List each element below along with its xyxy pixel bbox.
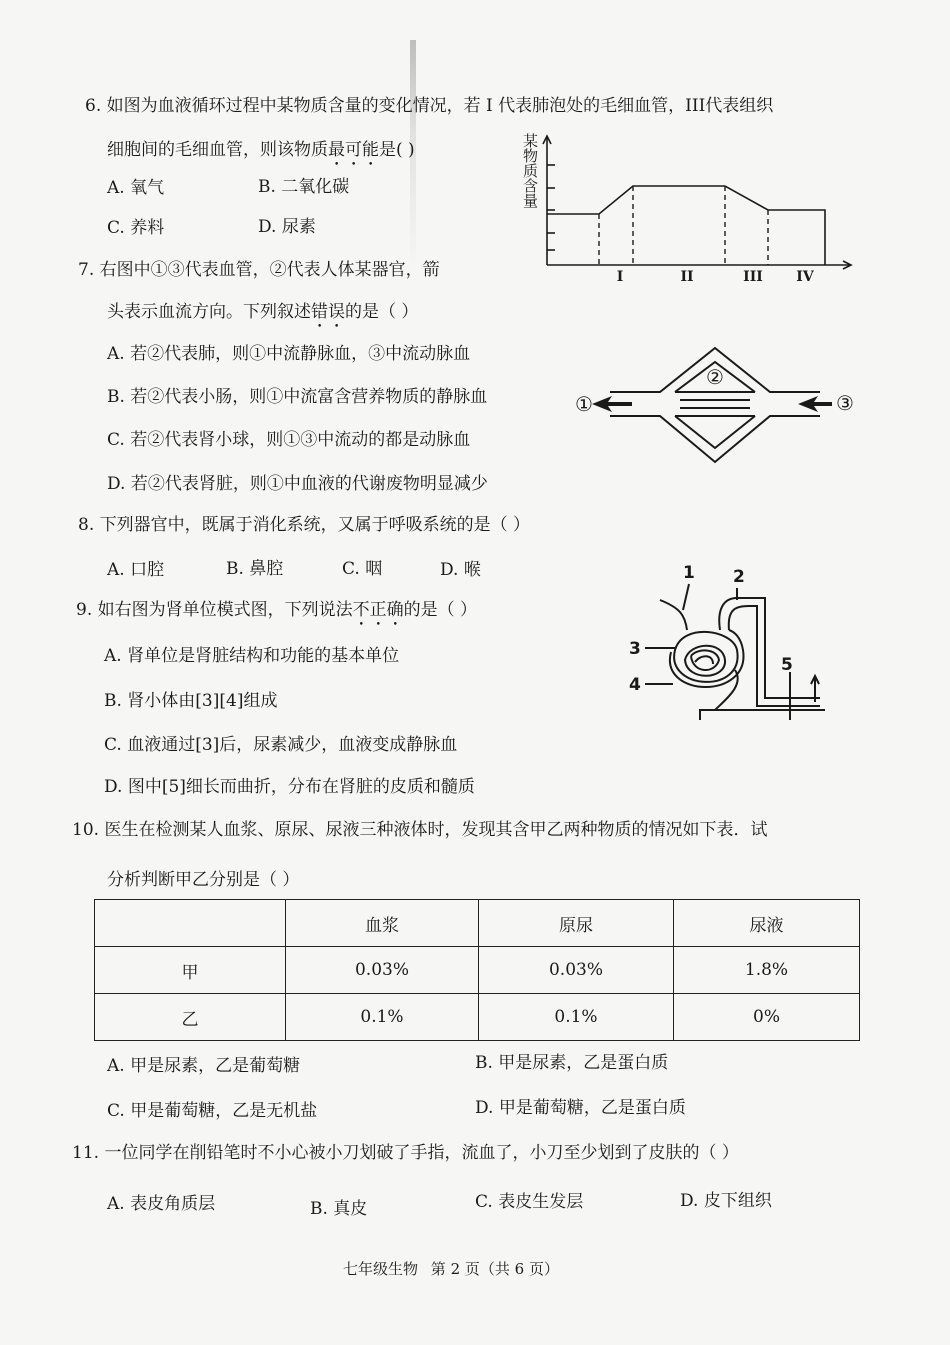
q6-label-ii: II — [680, 269, 694, 285]
q10-option-b: B. 甲是尿素，乙是蛋白质 — [475, 1053, 669, 1073]
q7-organ-vessel-figure — [570, 340, 860, 470]
q9-emphasis: 不正确 — [352, 600, 404, 620]
table-cell: 0.03% — [479, 947, 674, 994]
q9-stem-part: 9. 如右图为肾单位模式图，下列说法 — [76, 600, 353, 620]
q11-option-b: B. 真皮 — [310, 1199, 368, 1219]
q6-option-d: D. 尿素 — [258, 217, 316, 237]
q8-stem: 8. 下列器官中，既属于消化系统，又属于呼吸系统的是（ ） — [78, 515, 531, 535]
q10-stem-line1: 10. 医生在检测某人血浆、原尿、尿液三种液体时，发现其含甲乙两种物质的情况如下表．试 — [72, 820, 768, 840]
q7-option-c: C. 若②代表肾小球，则①③中流动的都是动脉血 — [107, 430, 471, 450]
q6-label-iv: IV — [796, 269, 814, 285]
q9-afferent-arteriole — [660, 600, 687, 630]
table-header-row — [95, 900, 860, 947]
q11-option-a: A. 表皮角质层 — [107, 1194, 216, 1214]
q9-option-d: D. 图中[5]细长而曲折，分布在肾脏的皮质和髓质 — [104, 777, 475, 797]
q6-bracket: 是( ) — [379, 140, 415, 160]
table-cell: 乙 — [95, 994, 286, 1041]
q6-ylabel-char: 量 — [523, 192, 539, 210]
q8-option-d: D. 喉 — [440, 560, 481, 580]
table-header-cell — [95, 900, 286, 947]
q10-option-c: C. 甲是葡萄糖，乙是无机盐 — [107, 1101, 318, 1121]
q6-option-a: A. 氧气 — [107, 178, 165, 198]
q6-option-c: C. 养料 — [107, 218, 165, 238]
table-cell: 0% — [674, 994, 860, 1041]
table-header-cell: 原尿 — [479, 900, 674, 947]
q7-label-2: ② — [706, 365, 724, 389]
table-cell: 0.1% — [479, 994, 674, 1041]
q7-bracket: 的是（ ） — [345, 302, 419, 322]
q9-label-5: 5 — [781, 655, 793, 675]
q9-option-c: C. 血液通过[3]后，尿素减少，血液变成静脉血 — [104, 735, 458, 755]
q6-stem-line2 — [107, 140, 415, 170]
table-cell: 0.03% — [286, 947, 479, 994]
q9-label-2: 2 — [733, 567, 745, 587]
q9-bracket: 的是（ ） — [403, 600, 478, 620]
q6-substance-figure — [515, 130, 860, 285]
q9-option-b: B. 肾小体由[3][4]组成 — [104, 691, 278, 711]
q6-label-iii: III — [743, 269, 763, 285]
q7-stem-part: 头表示血流方向。下列叙述 — [107, 302, 311, 322]
q9-option-a: A. 肾单位是肾脏结构和功能的基本单位 — [104, 646, 400, 666]
q7-option-b: B. 若②代表小肠，则①中流富含营养物质的静脉血 — [107, 387, 488, 407]
q6-label-i: I — [616, 269, 624, 285]
q7-right-arrow-icon — [798, 396, 832, 412]
q6-stem-line1: 6. 如图为血液循环过程中某物质含量的变化情况，若 I 代表肺泡处的毛细血管，III代表组织 — [85, 96, 774, 116]
q10-data-table — [94, 899, 860, 1041]
q7-stem-line1: 7. 右图中①③代表血管，②代表人体某器官，箭 — [78, 260, 440, 280]
q6-emphasis: 最可能 — [328, 140, 379, 160]
table-cell: 1.8% — [674, 947, 860, 994]
table-header-cell: 尿液 — [674, 900, 860, 947]
table-cell: 甲 — [95, 947, 286, 994]
q11-option-d: D. 皮下组织 — [680, 1191, 772, 1211]
q11-stem: 11. 一位同学在削铅笔时不小心被小刀划破了手指，流血了，小刀至少划到了皮肤的（ ） — [72, 1143, 739, 1163]
q7-option-d: D. 若②代表肾脏，则①中血液的代谢废物明显减少 — [107, 474, 488, 494]
table-cell: 0.1% — [286, 994, 479, 1041]
q7-option-a: A. 若②代表肺，则①中流静脉血，③中流动脉血 — [107, 344, 471, 364]
q7-emphasis: 错误 — [311, 302, 345, 322]
footer — [343, 1262, 559, 1277]
q6-ylabel-char: 物 — [523, 147, 539, 165]
q6-stem-part: 细胞间的毛细血管，则该物质 — [107, 140, 328, 160]
table-row — [95, 994, 860, 1041]
q10-stem-line2: 分析判断甲乙分别是（ ） — [107, 870, 300, 890]
q7-label-3: ③ — [836, 391, 854, 415]
q9-label-3: 3 — [629, 639, 641, 659]
footer-page-number: 第 2 页（共 6 页） — [430, 1260, 559, 1278]
q6-option-b: B. 二氧化碳 — [258, 177, 350, 197]
q7-stem-line2 — [107, 302, 418, 332]
q7-outer-bottom-vessel — [610, 416, 820, 462]
q6-content-line — [547, 186, 825, 265]
q10-option-d: D. 甲是葡萄糖，乙是蛋白质 — [475, 1098, 686, 1118]
q11-option-c: C. 表皮生发层 — [475, 1192, 584, 1212]
q9-label-4: 4 — [629, 675, 641, 695]
q7-label-1: ① — [575, 392, 593, 416]
q9-label-1: 1 — [683, 563, 695, 583]
q6-ylabel-char: 含 — [523, 177, 539, 195]
q6-ylabel-char: 某 — [523, 132, 539, 150]
footer-subject: 七年级生物 — [343, 1260, 419, 1278]
q9-efferent-arteriole — [719, 598, 820, 698]
table-header-cell: 血浆 — [286, 900, 479, 947]
table-row — [95, 947, 860, 994]
q8-option-c: C. 咽 — [342, 559, 383, 579]
q9-stem — [76, 600, 477, 630]
q6-ylabel-char: 质 — [523, 162, 539, 180]
q8-option-a: A. 口腔 — [107, 560, 165, 580]
q8-option-b: B. 鼻腔 — [226, 559, 284, 579]
q9-nephron-figure — [625, 560, 835, 730]
q7-left-arrow-icon — [592, 396, 632, 412]
q10-option-a: A. 甲是尿素，乙是葡萄糖 — [107, 1056, 301, 1076]
